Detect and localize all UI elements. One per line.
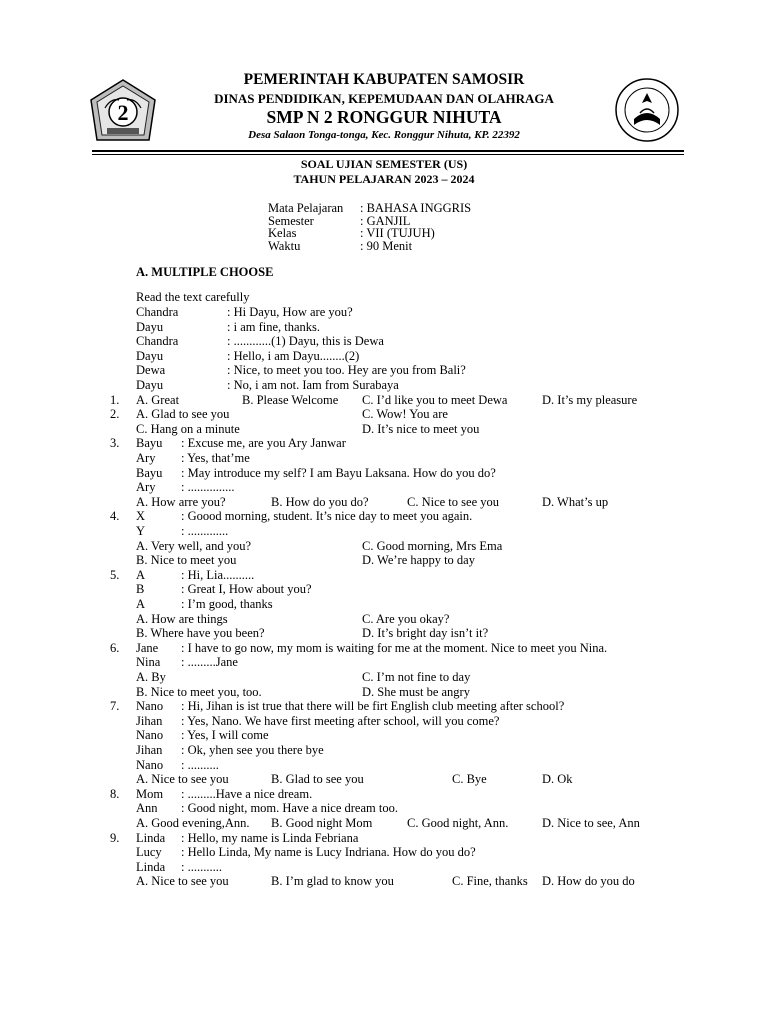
answer-option: C. I’m not fine to day (362, 670, 471, 684)
dialog-speaker: Nina (136, 655, 161, 670)
answer-option: D. It’s my pleasure (542, 392, 638, 407)
info-value: : BAHASA INGGRIS (360, 201, 472, 215)
answer-option: C. Are you okay? (362, 611, 450, 626)
dialog-speaker: X (136, 509, 146, 524)
answer-option: D. What’s up (542, 494, 609, 509)
dialog-speaker: Lucy (136, 845, 162, 860)
answer-option: D. She must be angry (362, 684, 470, 699)
dialog-line: : .......... (181, 757, 219, 772)
dialog-line: : ........... (181, 859, 222, 874)
dialog-line: : .........Jane (181, 655, 238, 670)
dialog-speaker: Ary (136, 480, 156, 495)
dialog-speaker: Jihan (136, 743, 163, 757)
dialog-line: : Hello, my name is Linda Febriana (181, 830, 359, 845)
answer-option: A. How arre you? (136, 494, 226, 509)
dialog-speaker: Linda (136, 830, 166, 845)
dialog-line: : i am fine, thanks. (227, 319, 321, 334)
section-heading: A. MULTIPLE CHOOSE (136, 265, 274, 279)
answer-option: D. Ok (542, 772, 573, 787)
answer-option: C. Hang on a minute (136, 421, 240, 436)
academic-year: TAHUN PELAJARAN 2023 – 2024 (293, 172, 475, 186)
dialog-speaker: B (136, 582, 145, 597)
dialog-speaker: Chandra (136, 334, 179, 349)
answer-option: B. I’m glad to know you (271, 874, 394, 889)
dialog-line: : Goood morning, student. It’s nice day to meet you again. (181, 509, 473, 524)
dialog-line: : Excuse me, are you Ary Janwar (181, 436, 346, 451)
dialog-speaker: Chandra (136, 305, 179, 319)
dialog-line: : ............... (181, 480, 235, 495)
dialog-speaker: Bayu (136, 436, 163, 451)
answer-option: C. Fine, thanks (452, 874, 528, 889)
header-divider-thick (92, 150, 684, 152)
answer-option: B. Good night Mom (271, 816, 373, 830)
dialog-line: : Yes, Nano. We have first meeting after school, will you come? (181, 713, 500, 728)
info-label: Waktu (268, 238, 301, 253)
question-number: 8. (110, 786, 120, 801)
info-label: Semester (268, 213, 314, 228)
dialog-line: : ............. (181, 524, 229, 538)
answer-option: A. Great (136, 392, 180, 407)
dialog-speaker: Dayu (136, 348, 164, 363)
answer-option: A. By (136, 670, 166, 684)
answer-option: C. Good night, Ann. (407, 816, 509, 830)
answer-option: C. Good morning, Mrs Ema (362, 538, 503, 553)
answer-option: C. Nice to see you (407, 494, 499, 509)
dialog-line: : May introduce my self? I am Bayu Laksana. How do you do? (181, 465, 496, 480)
dialog-line: : No, i am not. Iam from Surabaya (227, 378, 399, 392)
dialog-line: : Hi, Lia.......... (181, 567, 255, 582)
dialog-speaker: Dayu (136, 378, 164, 392)
svg-text:2: 2 (117, 100, 129, 125)
question-number: 2. (110, 407, 120, 422)
info-label: Mata Pelajaran (268, 201, 344, 215)
dialog-speaker: Nano (136, 699, 164, 714)
dialog-speaker: Ann (136, 801, 158, 816)
dialog-line: : I have to go now, my mom is waiting for me at the moment. Nice to meet you Nina. (181, 640, 608, 655)
question-number: 7. (110, 699, 120, 714)
answer-option: C. Wow! You are (362, 407, 448, 422)
dialog-speaker: Y (136, 524, 146, 538)
answer-option: A. Nice to see you (136, 874, 229, 889)
info-value: : GANJIL (360, 213, 411, 228)
dialog-line: : .........Have a nice dream. (181, 786, 313, 801)
dialog-speaker: Mom (136, 786, 164, 801)
answer-option: D. It’s bright day isn’t it? (362, 626, 489, 641)
dialog-speaker: Jihan (136, 713, 163, 728)
dialog-line: : Hi Dayu, How are you? (227, 305, 353, 319)
header-school-name: SMP N 2 RONGGUR NIHUTA (266, 107, 502, 127)
dialog-speaker: Bayu (136, 465, 163, 480)
dialog-speaker: Linda (136, 859, 166, 874)
dialog-line: : I’m good, thanks (181, 597, 273, 611)
answer-option: B. Where have you been? (136, 626, 265, 641)
answer-option: D. We’re happy to day (362, 553, 475, 568)
info-label: Kelas (268, 226, 297, 240)
header-address: Desa Salaon Tonga-tonga, Kec. Ronggur Nihuta, KP. 22392 (248, 129, 520, 141)
question-number: 3. (110, 436, 120, 451)
question-number: 4. (110, 509, 120, 524)
answer-option: C. I’d like you to meet Dewa (362, 392, 508, 407)
dialog-speaker: Nano (136, 728, 164, 743)
info-value: : VII (TUJUH) (360, 226, 435, 240)
dialog-speaker: Nano (136, 757, 164, 772)
answer-option: D. It’s nice to meet you (362, 421, 480, 436)
header-department: DINAS PENDIDIKAN, KEPEMUDAAN DAN OLAHRAGA (214, 91, 554, 106)
header-government: PEMERINTAH KABUPATEN SAMOSIR (243, 71, 525, 88)
dialog-line: : ............(1) Dayu, this is Dewa (227, 334, 384, 349)
dialog-line: : Hello Linda, My name is Lucy Indriana. How do you do? (181, 845, 476, 860)
answer-option: B. How do you do? (271, 494, 369, 509)
question-number: 5. (110, 567, 120, 582)
header-divider-thin (92, 154, 684, 155)
answer-option: B. Nice to meet you (136, 553, 237, 568)
answer-option: B. Nice to meet you, too. (136, 684, 262, 699)
question-number: 1. (110, 392, 120, 407)
dialog-line: : Good night, mom. Have a nice dream too. (181, 801, 398, 816)
answer-option: B. Glad to see you (271, 772, 364, 787)
dialog-speaker: A (136, 567, 146, 582)
info-value: : 90 Menit (360, 238, 413, 253)
dialog-speaker: Dewa (136, 363, 166, 378)
dialog-line: : Yes, that’me (181, 451, 250, 465)
dialog-speaker: A (136, 597, 146, 611)
answer-option: A. Very well, and you? (136, 538, 252, 553)
dialog-speaker: Ary (136, 451, 156, 465)
dialog-speaker: Dayu (136, 319, 164, 334)
instruction-text: Read the text carefully (136, 290, 250, 304)
dialog-line: : Hello, i am Dayu........(2) (227, 348, 360, 363)
dialog-line: : Hi, Jihan is ist true that there will be firt English club meeting after school? (181, 699, 565, 714)
answer-option: A. How are things (136, 611, 228, 626)
dialog-line: : Great I, How about you? (181, 582, 312, 597)
dialog-speaker: Jane (136, 640, 159, 655)
question-number: 9. (110, 830, 120, 845)
dialog-line: : Yes, I will come (181, 728, 269, 743)
answer-option: A. Glad to see you (136, 407, 230, 422)
answer-option: D. How do you do (542, 874, 635, 889)
answer-option: D. Nice to see, Ann (542, 816, 640, 830)
answer-option: A. Nice to see you (136, 772, 229, 787)
answer-option: B. Please Welcome (242, 392, 339, 407)
exam-title: SOAL UJIAN SEMESTER (US) (300, 157, 468, 171)
dialog-line: : Ok, yhen see you there bye (181, 743, 324, 757)
question-number: 6. (110, 640, 120, 655)
answer-option: C. Bye (452, 772, 487, 787)
dialog-line: : Nice, to meet you too. Hey are you from Bali? (227, 363, 466, 378)
answer-option: A. Good evening,Ann. (136, 816, 250, 830)
